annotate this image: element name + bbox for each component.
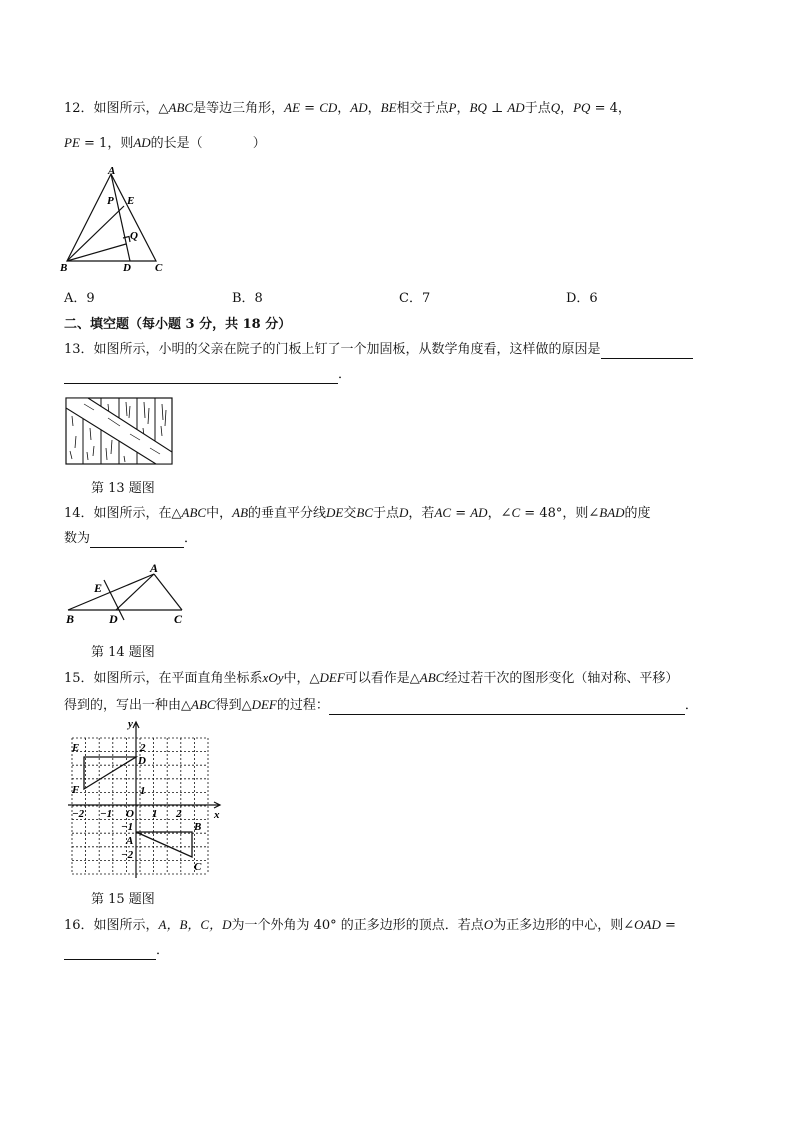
q12-sep3: ，	[456, 101, 470, 116]
q15-abc2: ABC	[191, 697, 216, 712]
q13-caption: 第 13 题图	[91, 481, 155, 496]
q14-text-h: ，∠	[487, 506, 512, 521]
q15-answer-blank[interactable]	[329, 700, 685, 715]
q15-tick-x-neg2: −2	[72, 808, 85, 820]
q16-end: ．	[156, 943, 170, 958]
q14-label-e: E	[94, 581, 103, 595]
q16-text-a: 16．如图所示，	[64, 918, 159, 933]
q12-abc: ABC	[168, 100, 194, 115]
q16-points: A，B，C，D	[158, 917, 232, 932]
q15-tick-x-2: 2	[176, 808, 182, 820]
q14-point-d: D	[399, 505, 409, 520]
q15-line2	[64, 696, 698, 715]
q12-sep2: ，	[367, 101, 381, 116]
q14-text-e: 于点	[373, 506, 400, 521]
q14-ac: AC	[434, 505, 452, 520]
q16-text-b: 为一个外角为 40° 的正多边形的顶点．若点	[231, 918, 484, 933]
q12-line2	[64, 134, 266, 153]
q14-label-c: C	[174, 612, 183, 626]
q15-axis-y-label: y	[128, 718, 133, 730]
q12-text-a: 12．如图所示，△	[64, 101, 169, 116]
q15-caption: 第 15 题图	[91, 892, 155, 907]
q12-text-c: 相交于点	[396, 101, 449, 116]
q12-label-a: A	[108, 165, 116, 177]
q14-text-j: 的度	[624, 506, 651, 521]
q14-text-g: =	[451, 506, 471, 521]
q12-label-d: D	[123, 262, 131, 274]
q13-answer-blank-1[interactable]	[601, 344, 693, 359]
q14-text-b: 中，	[206, 506, 233, 521]
q15-tick-y-1: 1	[140, 785, 146, 797]
q14-line-ac	[154, 574, 182, 610]
q12-sep1: ，	[337, 101, 351, 116]
q14-text-i: = 48°，则∠	[520, 506, 600, 521]
q12-label-c: C	[155, 262, 163, 274]
q12-paren-close: ）	[252, 136, 266, 151]
q16-line2	[64, 942, 169, 960]
q12-option-b[interactable]: B．8	[232, 291, 263, 306]
q15-def: DEF	[319, 670, 345, 685]
q14-line-ad	[116, 574, 154, 610]
q12-q: Q	[550, 100, 561, 115]
q15-tick-x-neg1: −1	[100, 808, 113, 820]
q16-line1	[64, 916, 676, 935]
q15-coordinate-figure	[64, 718, 224, 883]
q12-label-p: P	[107, 195, 114, 207]
q14-end: ．	[184, 531, 198, 546]
q15-end: ．	[684, 698, 698, 713]
q14-text-line2: 数为	[64, 531, 91, 546]
q15-axis-x-label: x	[214, 809, 220, 821]
q16-o: O	[483, 917, 494, 932]
q15-label-c: C	[194, 861, 202, 873]
q14-label-a: A	[150, 561, 159, 575]
q15-tick-y-2: 2	[140, 742, 146, 754]
q15-text-line2b: 得到△	[215, 698, 252, 713]
q14-abc: ABC	[181, 505, 207, 520]
q14-line2	[64, 530, 197, 548]
q12-right-angle-mark	[123, 237, 130, 243]
q13-answer-blank-2[interactable]	[64, 369, 338, 384]
q13-figure-door-board	[64, 396, 174, 466]
q13-line1	[64, 341, 693, 359]
q15-text-c: 可以看作是△	[344, 671, 420, 686]
q12-figure	[60, 166, 170, 276]
q15-text-line2a: 得到的，写出一种由△	[64, 698, 191, 713]
q14-figure	[64, 560, 194, 630]
q12-bq: BQ	[469, 100, 487, 115]
q12-sep4: ，	[560, 101, 574, 116]
q12-eq4: = 4，	[590, 101, 631, 116]
q15-text-a: 15．如图所示，在平面直角坐标系	[64, 671, 263, 686]
q15-text-d: 经过若干次的图形变化（轴对称、平移）	[444, 671, 679, 686]
q14-bad: BAD	[599, 505, 625, 520]
q12-option-a[interactable]: A．9	[64, 291, 95, 306]
q13-end: ．	[338, 367, 352, 382]
q15-label-f: F	[72, 784, 80, 796]
q12-cd: CD	[319, 100, 338, 115]
q15-xoy: xOy	[262, 670, 284, 685]
q12-perp: ⊥	[486, 101, 508, 116]
q15-label-b: B	[194, 821, 202, 833]
q14-bc: BC	[356, 505, 374, 520]
q15-triangle-abc	[136, 832, 192, 857]
q12-label-e: E	[127, 195, 135, 207]
section2-title: 二、填空题（每小题 3 分，共 18 分）	[64, 317, 292, 332]
q16-text-d: =	[660, 918, 676, 933]
q12-be: BE	[380, 100, 397, 115]
q14-line-ba	[68, 574, 154, 610]
q12-pe: PE	[64, 135, 80, 150]
q15-text-line2c: 的过程：	[276, 698, 329, 713]
q12-label-b: B	[60, 262, 68, 274]
q15-triangle-def	[84, 757, 136, 789]
q14-text-a: 14．如图所示，在△	[64, 506, 182, 521]
q12-p: P	[448, 100, 457, 115]
q12-text-b: 是等边三角形，	[193, 101, 285, 116]
q14-answer-blank[interactable]	[90, 533, 184, 548]
q15-label-e: E	[72, 742, 80, 754]
q15-tick-y-neg2: −2	[121, 849, 134, 861]
q15-label-d: D	[138, 755, 146, 767]
q12-option-c[interactable]: C．7	[399, 291, 431, 306]
q15-def2: DEF	[251, 697, 277, 712]
q15-tick-x-1: 1	[152, 808, 158, 820]
q12-pq: PQ	[573, 100, 591, 115]
q12-label-q: Q	[130, 230, 138, 242]
q12-ad3: AD	[133, 135, 151, 150]
q14-label-d: D	[109, 612, 118, 626]
q12-text-end: 的长是（	[150, 136, 203, 151]
q12-eq1: = 1，则	[79, 136, 134, 151]
q14-text-f: ，若	[408, 506, 435, 521]
q15-origin-label: O	[126, 808, 134, 820]
q14-text-c: 的垂直平分线	[248, 506, 327, 521]
q15-tick-y-neg1: −1	[121, 821, 134, 833]
q14-text-d: 交	[343, 506, 357, 521]
q14-line1	[64, 504, 651, 523]
q16-answer-blank[interactable]	[64, 945, 156, 960]
q12-line1	[64, 99, 631, 118]
q12-ad2: AD	[507, 100, 525, 115]
q14-c: C	[511, 505, 521, 520]
q12-ae: AE	[284, 100, 301, 115]
q13-text: 13．如图所示，小明的父亲在院子的门板上钉了一个加固板，从数学角度看，这样做的原因是	[64, 342, 601, 357]
q15-abc: ABC	[419, 670, 445, 685]
q14-label-b: B	[66, 612, 75, 626]
q14-de: DE	[326, 505, 344, 520]
q15-label-a: A	[126, 835, 134, 847]
q14-ab: AB	[232, 505, 249, 520]
q13-line2	[64, 366, 351, 384]
q15-line1	[64, 669, 678, 688]
q12-eq: =	[300, 101, 320, 116]
q12-ad: AD	[350, 100, 368, 115]
q15-text-b: 中，△	[283, 671, 320, 686]
q12-text-d: 于点	[524, 101, 551, 116]
q14-caption: 第 14 题图	[91, 645, 155, 660]
q16-oad: OAD	[634, 917, 661, 932]
q14-ad: AD	[470, 505, 488, 520]
q16-text-c: 为正多边形的中心，则∠	[493, 918, 635, 933]
q12-option-d[interactable]: D．6	[566, 291, 598, 306]
